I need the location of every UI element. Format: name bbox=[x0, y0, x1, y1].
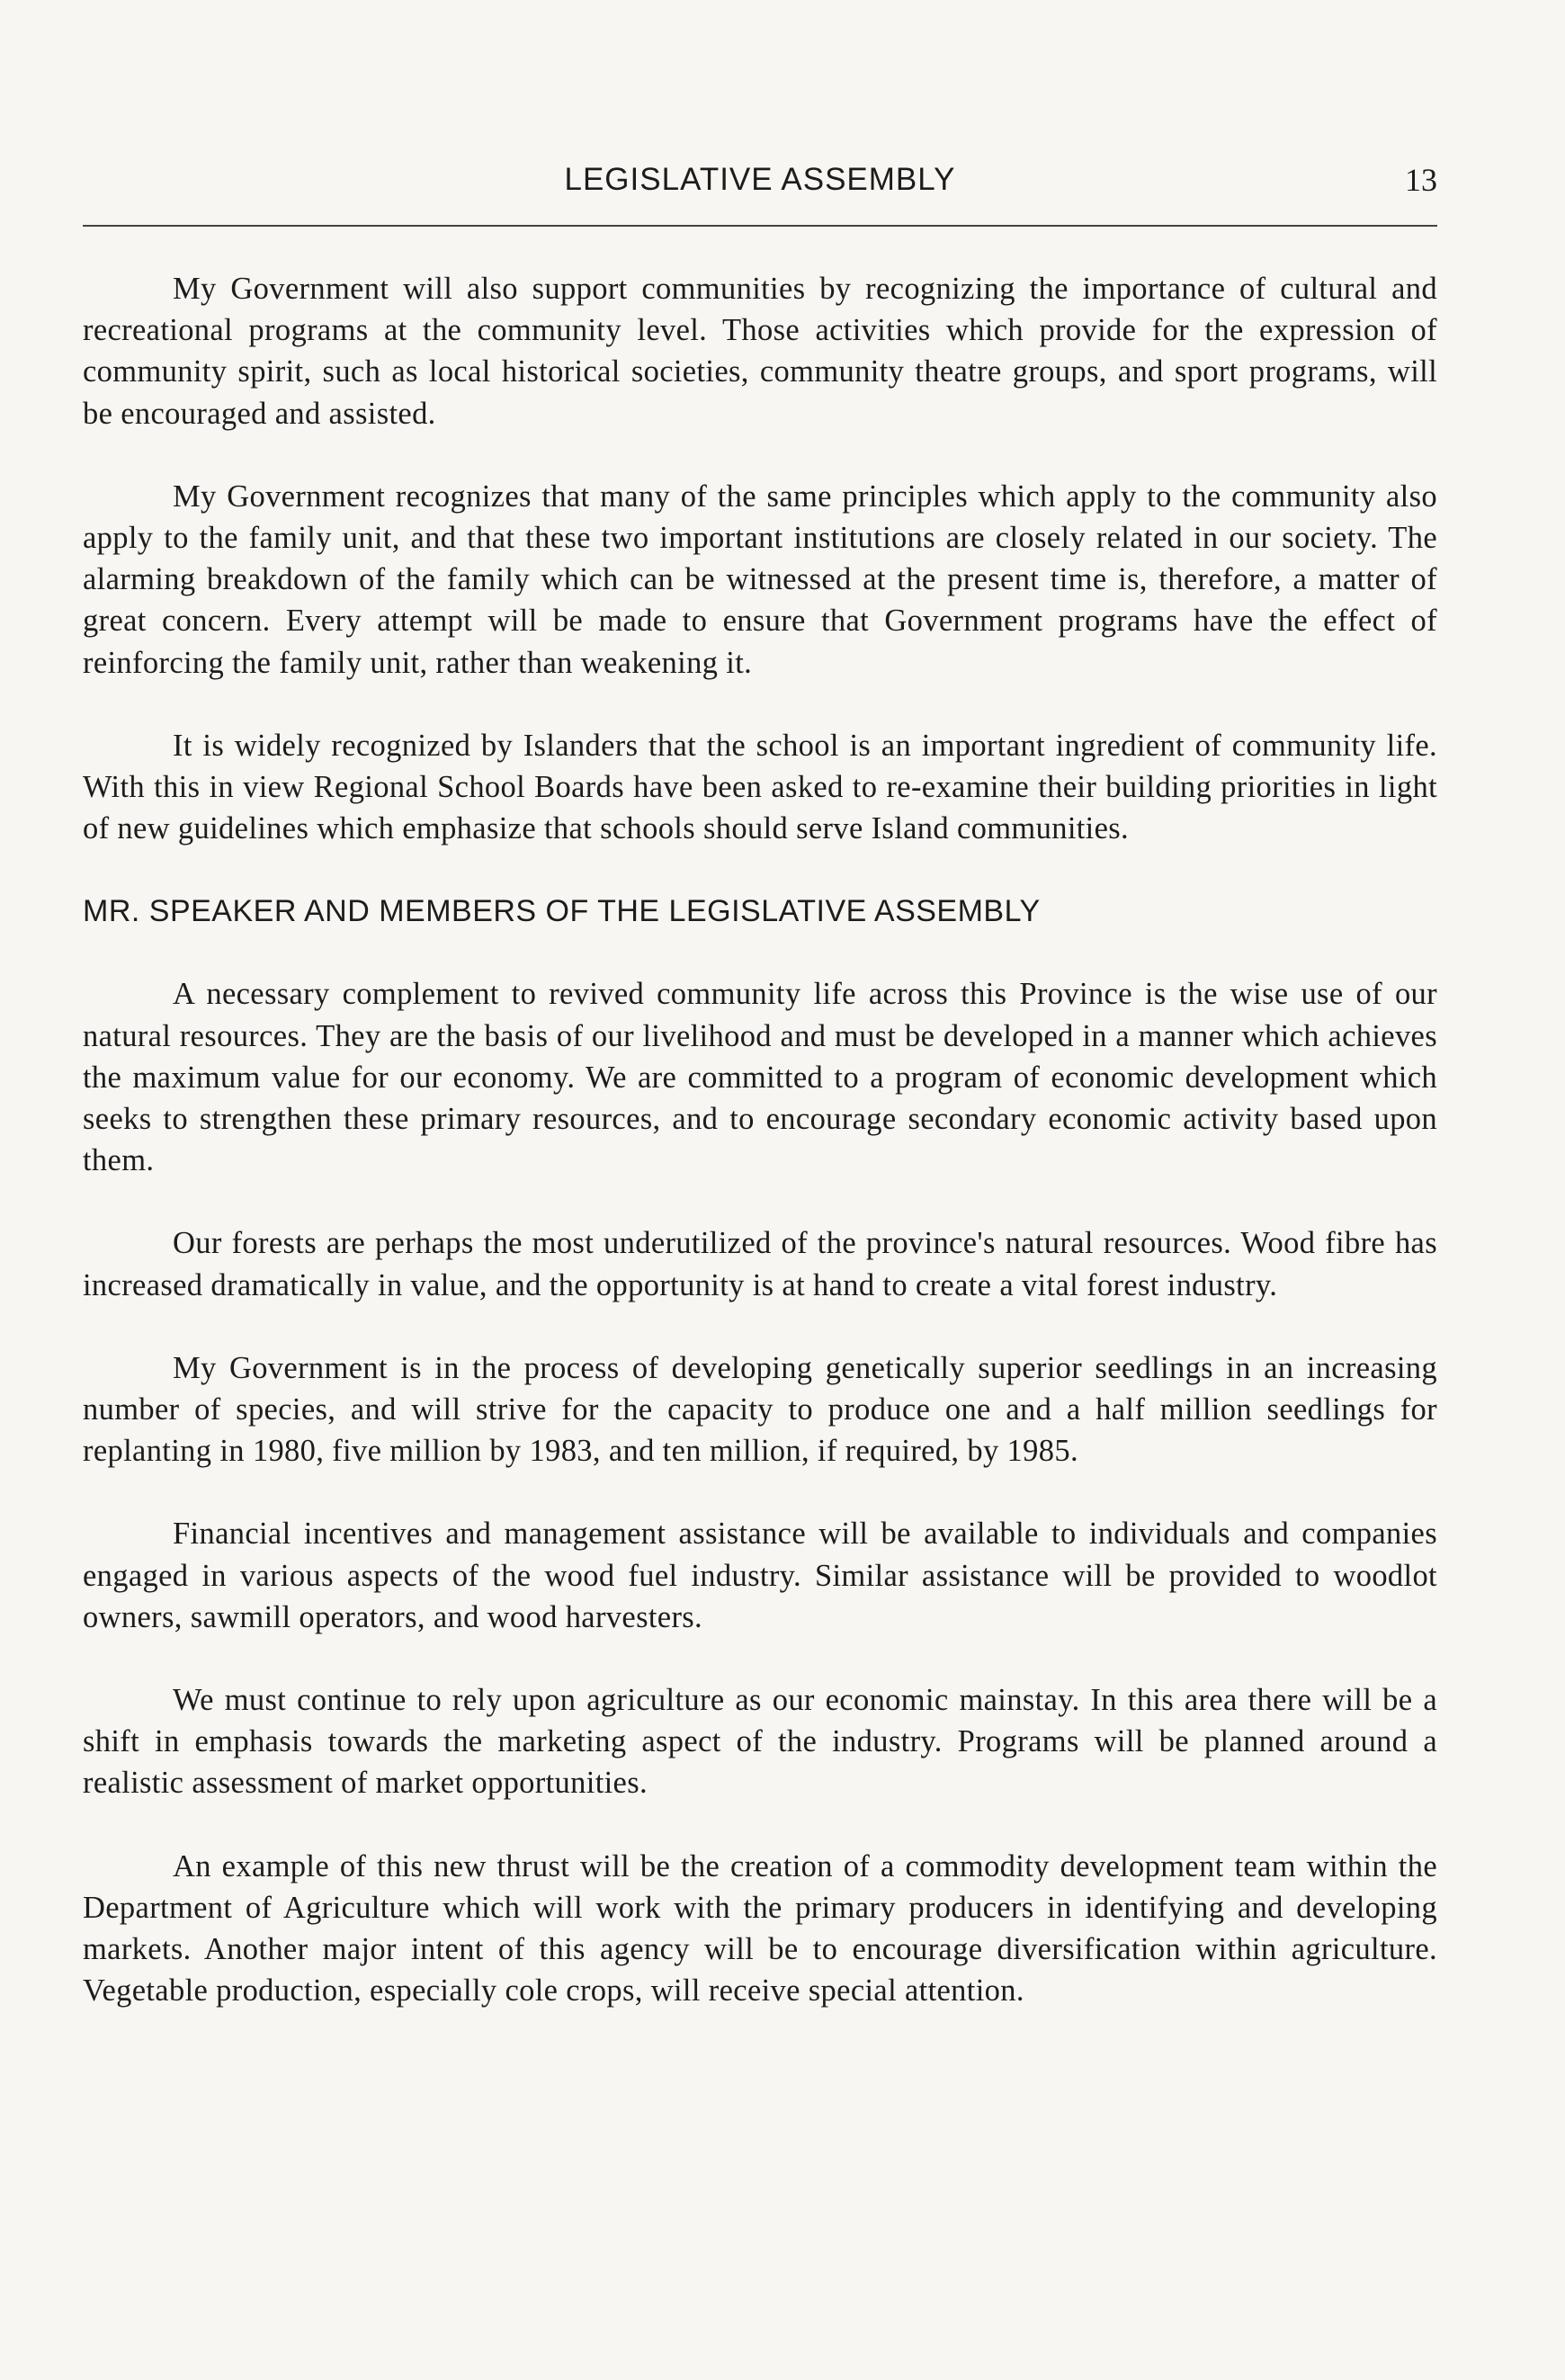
paragraph-natural-resources: A necessary complement to revived community life across this Province is the wise use of our natural resources. They are the basis of our livelihood and must be developed in a manner which achieves the maximum value for our economy. We are committed to a program of economic development which seeks to strengthen these primary resources, and to encourage secondary economic activity based upon them. bbox=[83, 977, 1437, 1178]
paragraph-cultural-programs: My Government will also support communities by recognizing the importance of cultural and recreational programs at the community level. Those activities which provide for the expression of community spirit, such as local historical societies, community theatre groups, and sport programs, will be encouraged and assisted. bbox=[83, 272, 1437, 431]
paragraph-schools: It is widely recognized by Islanders that the school is an important ingredient of community life. With this in view Regional School Boards have been asked to re-examine their building priorities in light of new guidelines which emphasize that schools should serve Island communities. bbox=[83, 728, 1437, 846]
running-header bbox=[83, 160, 1437, 207]
paragraph-forests: Our forests are perhaps the most underutilized of the province's natural resources. Wood fibre has increased dramatically in value, and the opportunity is at hand to create a vital forest industry. bbox=[83, 1226, 1437, 1302]
paragraph-seedlings: My Government is in the process of developing genetically superior seedlings in an increasing number of species, and will strive for the capacity to produce one and a half million seedlings for replanting in 1980, five million by 1983, and ten million, if required, by 1985. bbox=[83, 1350, 1437, 1469]
body-text bbox=[83, 268, 1437, 2012]
section-heading: MR. SPEAKER AND MEMBERS OF THE LEGISLATIVE ASSEMBLY bbox=[83, 894, 1041, 929]
header-rule bbox=[83, 225, 1437, 227]
page-number: 13 bbox=[1405, 162, 1437, 198]
document-page bbox=[83, 160, 1437, 2012]
paragraph-family-unit: My Government recognizes that many of the same principles which apply to the community also apply to the family unit, and that these two important institutions are closely related in our society. The alarming breakdown of the family which can be witnessed at the present time is, therefore, a matter of great concern. Every attempt will be made to ensure that Government programs have the effect of reinforcing the family unit, rather than weakening it. bbox=[83, 479, 1437, 680]
paragraph-agriculture: We must continue to rely upon agriculture as our economic mainstay. In this area there will be a shift in emphasis towards the marketing aspect of the industry. Programs will be planned around a realistic assessment of market opportunities. bbox=[83, 1683, 1437, 1801]
paragraph-wood-fuel: Financial incentives and management assistance will be available to individuals and companies engaged in various aspects of the wood fuel industry. Similar assistance will be provided to woodlot owners, sawmill operators, and wood harvesters. bbox=[83, 1517, 1437, 1634]
paragraph-commodity-team: An example of this new thrust will be the creation of a commodity development team within the Department of Agriculture which will work with the primary producers in identifying and developing markets. Another major intent of this agency will be to encourage diversification within agriculture. Vegetable production, especially cole crops, will receive special attention. bbox=[83, 1848, 1437, 2009]
running-title: LEGISLATIVE ASSEMBLY bbox=[564, 162, 956, 197]
